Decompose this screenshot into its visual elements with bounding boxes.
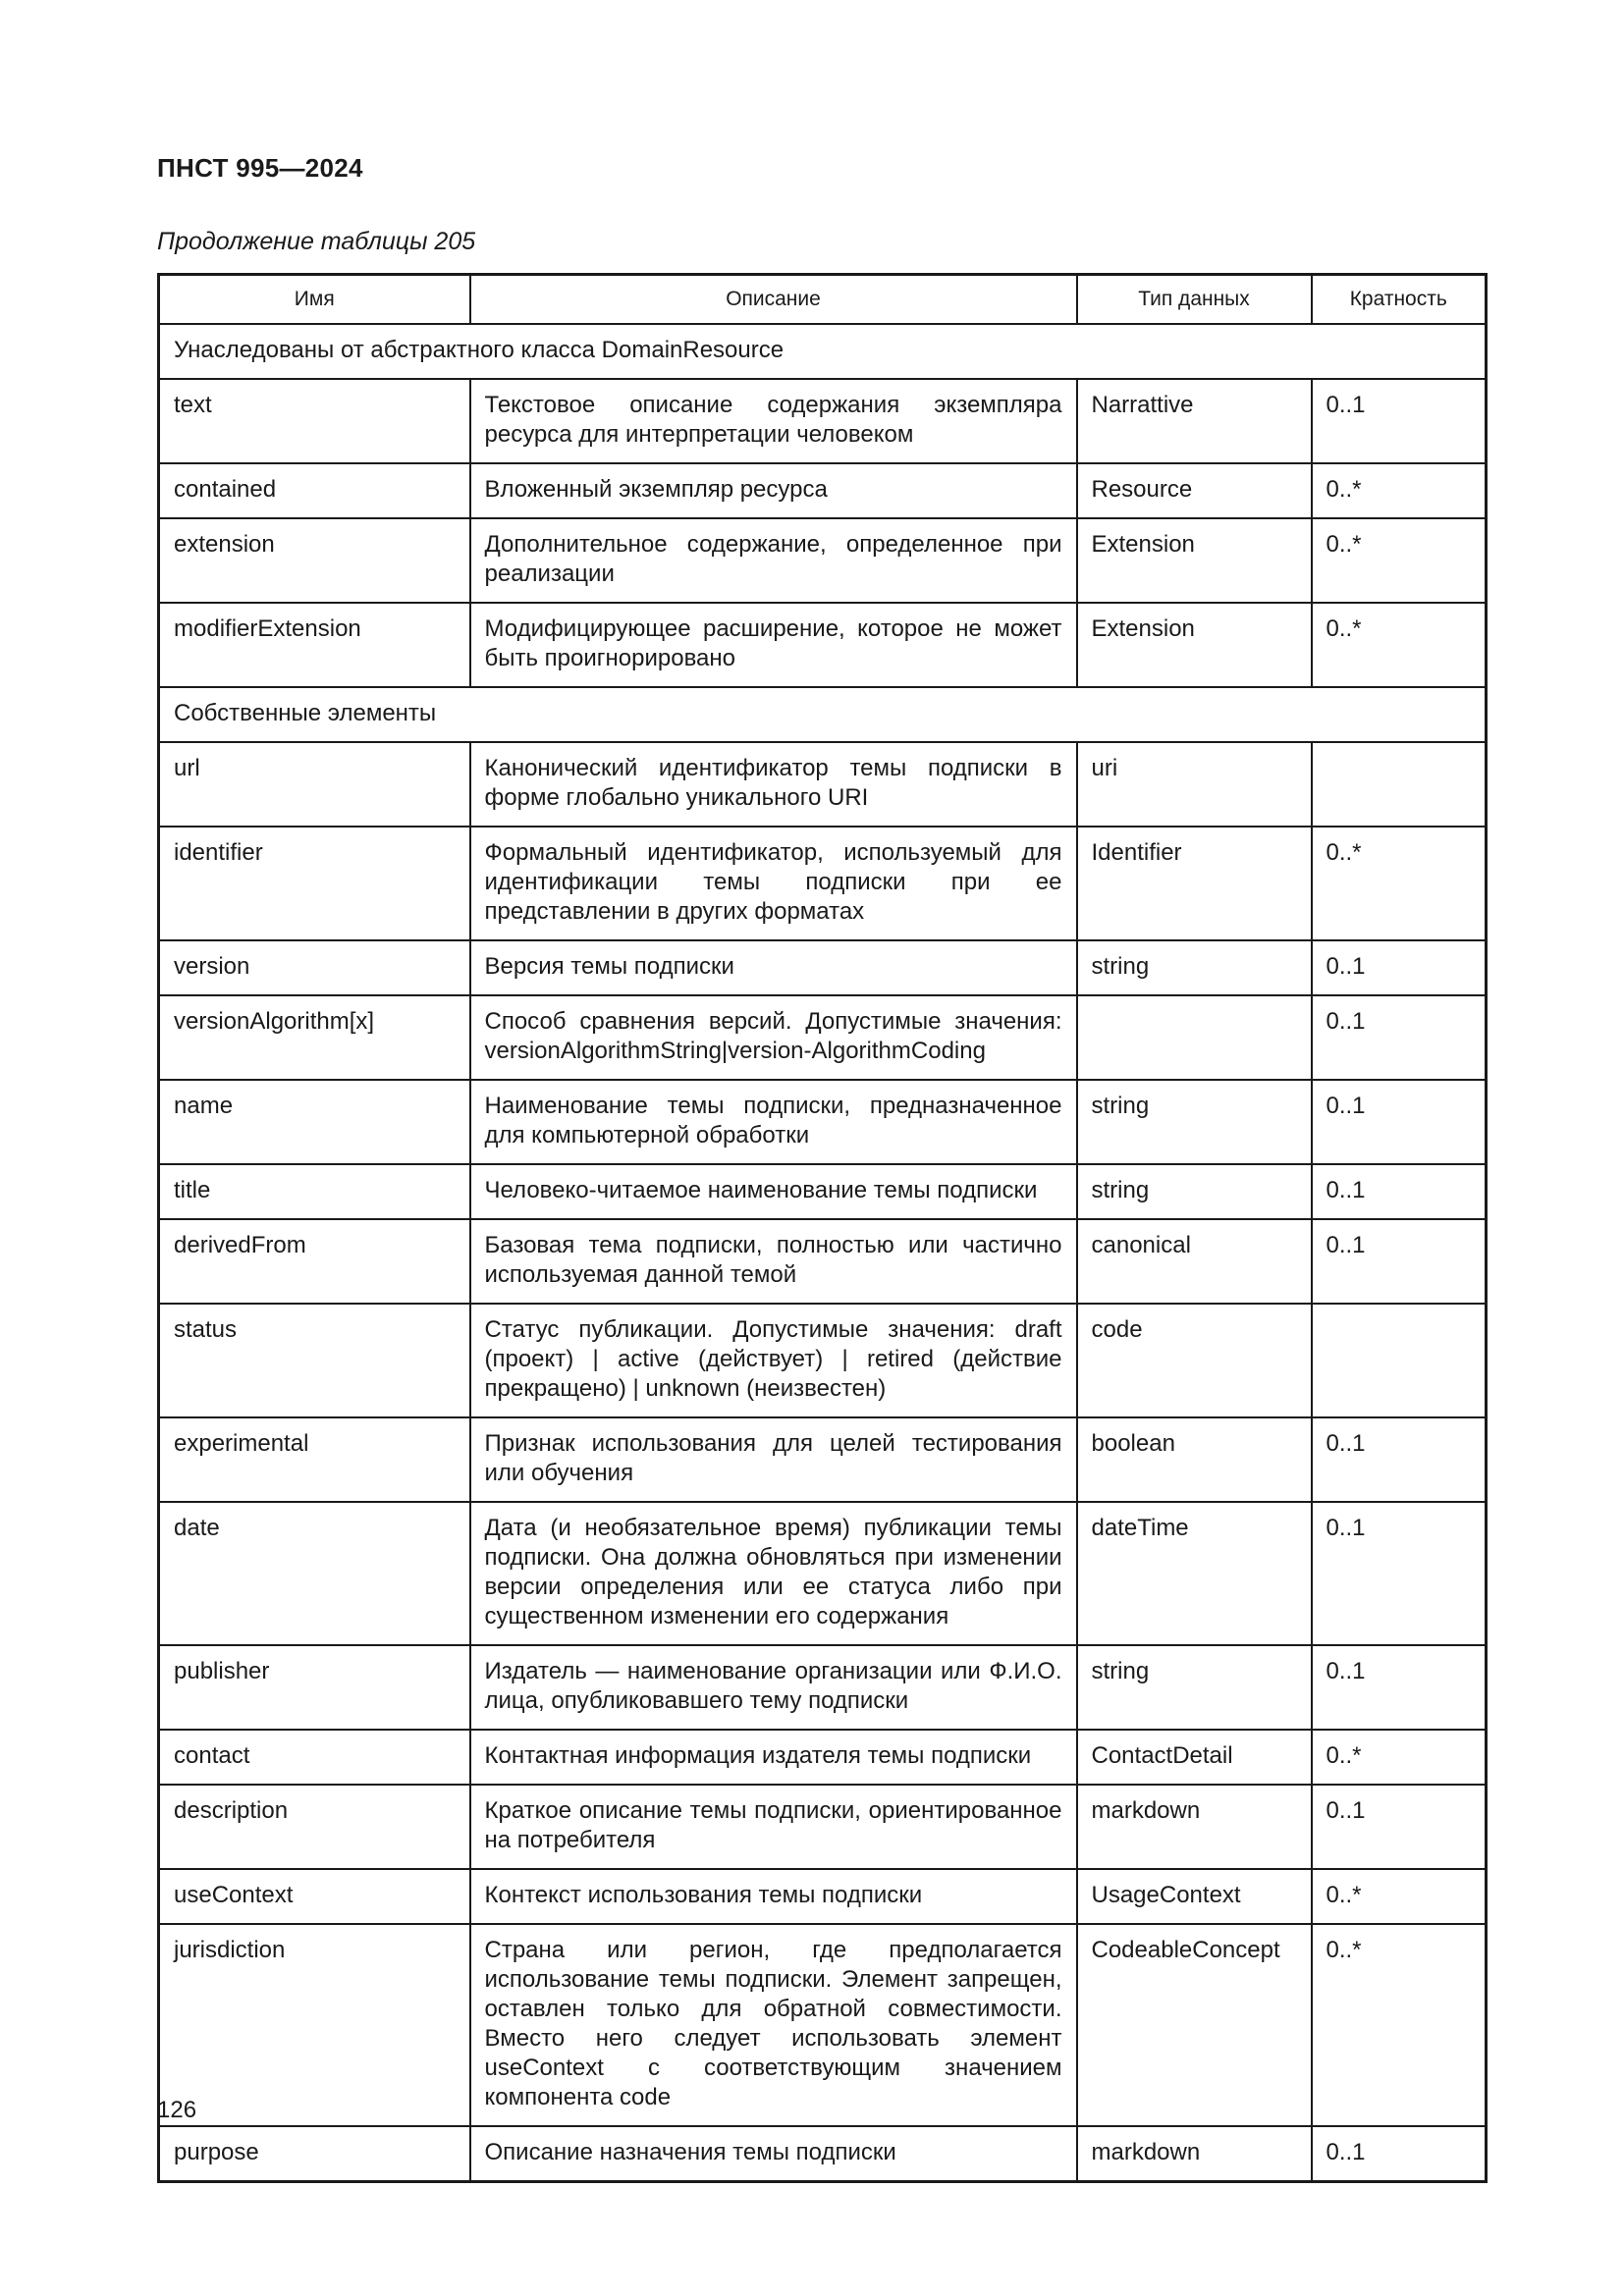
- cell-data-type: string: [1077, 1080, 1312, 1164]
- cell-data-type: canonical: [1077, 1219, 1312, 1304]
- table-row: [159, 379, 1487, 463]
- cell-cardinality: 0..1: [1312, 2126, 1487, 2182]
- cell-data-type: ContactDetail: [1077, 1730, 1312, 1785]
- section-title: Собственные элементы: [159, 687, 1487, 742]
- cell-name: identifier: [159, 827, 470, 940]
- cell-description: Краткое описание темы подписки, ориентированное на потребителя: [470, 1785, 1077, 1869]
- cell-description: Формальный идентификатор, используемый для идентификации темы подписки при ее представлении в других форматах: [470, 827, 1077, 940]
- cell-data-type: UsageContext: [1077, 1869, 1312, 1924]
- table-header: [159, 275, 1487, 325]
- cell-description: Человеко-читаемое наименование темы подписки: [470, 1164, 1077, 1219]
- cell-name: text: [159, 379, 470, 463]
- table-row: [159, 1219, 1487, 1304]
- cell-cardinality: 0..1: [1312, 1219, 1487, 1304]
- cell-description: Текстовое описание содержания экземпляра ресурса для интерпретации человеком: [470, 379, 1077, 463]
- table-row: [159, 995, 1487, 1080]
- cell-cardinality: 0..1: [1312, 995, 1487, 1080]
- cell-cardinality: 0..*: [1312, 1730, 1487, 1785]
- cell-description: Дополнительное содержание, определенное при реализации: [470, 518, 1077, 603]
- cell-description: Способ сравнения версий. Допустимые значения: versionAlgorithmString|version-AlgorithmCoding: [470, 995, 1077, 1080]
- cell-cardinality: 0..*: [1312, 603, 1487, 687]
- cell-cardinality: 0..1: [1312, 1502, 1487, 1645]
- cell-name: date: [159, 1502, 470, 1645]
- cell-description: Статус публикации. Допустимые значения: draft (проект) | active (действует) | retired (действие прекращено) | unknown (неизвестен): [470, 1304, 1077, 1417]
- column-header-description: Описание: [470, 275, 1077, 325]
- section-row: [159, 324, 1487, 379]
- table-row: [159, 742, 1487, 827]
- cell-description: Базовая тема подписки, полностью или частично используемая данной темой: [470, 1219, 1077, 1304]
- cell-data-type: Extension: [1077, 603, 1312, 687]
- cell-data-type: markdown: [1077, 2126, 1312, 2182]
- cell-cardinality: 0..*: [1312, 463, 1487, 518]
- cell-name: jurisdiction: [159, 1924, 470, 2126]
- cell-description: Описание назначения темы подписки: [470, 2126, 1077, 2182]
- cell-description: Канонический идентификатор темы подписки в форме глобально уникального URI: [470, 742, 1077, 827]
- cell-description: Наименование темы подписки, предназначенное для компьютерной обработки: [470, 1080, 1077, 1164]
- cell-data-type: [1077, 995, 1312, 1080]
- cell-data-type: boolean: [1077, 1417, 1312, 1502]
- cell-data-type: string: [1077, 940, 1312, 995]
- cell-cardinality: 0..*: [1312, 1924, 1487, 2126]
- cell-name: url: [159, 742, 470, 827]
- column-header-data-type: Тип данных: [1077, 275, 1312, 325]
- cell-data-type: Identifier: [1077, 827, 1312, 940]
- section-title: Унаследованы от абстрактного класса DomainResource: [159, 324, 1487, 379]
- cell-data-type: markdown: [1077, 1785, 1312, 1869]
- cell-data-type: CodeableConcept: [1077, 1924, 1312, 2126]
- cell-name: status: [159, 1304, 470, 1417]
- table-row: [159, 1730, 1487, 1785]
- cell-data-type: Narrattive: [1077, 379, 1312, 463]
- cell-name: contained: [159, 463, 470, 518]
- cell-cardinality: 0..1: [1312, 940, 1487, 995]
- cell-name: title: [159, 1164, 470, 1219]
- cell-cardinality: [1312, 1304, 1487, 1417]
- cell-description: Дата (и необязательное время) публикации темы подписки. Она должна обновляться при изменении версии определения или ее статуса либо при существенном изменении его содержания: [470, 1502, 1077, 1645]
- table-header-row: [159, 275, 1487, 325]
- cell-cardinality: 0..*: [1312, 518, 1487, 603]
- cell-data-type: code: [1077, 1304, 1312, 1417]
- cell-description: Вложенный экземпляр ресурса: [470, 463, 1077, 518]
- table-row: [159, 1502, 1487, 1645]
- cell-data-type: string: [1077, 1645, 1312, 1730]
- cell-name: description: [159, 1785, 470, 1869]
- table-row: [159, 827, 1487, 940]
- table-row: [159, 1164, 1487, 1219]
- column-header-cardinality: Кратность: [1312, 275, 1487, 325]
- table-row: [159, 1304, 1487, 1417]
- cell-name: contact: [159, 1730, 470, 1785]
- column-header-name: Имя: [159, 275, 470, 325]
- cell-data-type: dateTime: [1077, 1502, 1312, 1645]
- section-row: [159, 687, 1487, 742]
- table-row: [159, 603, 1487, 687]
- cell-data-type: Resource: [1077, 463, 1312, 518]
- cell-name: useContext: [159, 1869, 470, 1924]
- cell-cardinality: [1312, 742, 1487, 827]
- table-row: [159, 1417, 1487, 1502]
- cell-name: name: [159, 1080, 470, 1164]
- cell-description: Признак использования для целей тестирования или обучения: [470, 1417, 1077, 1502]
- document-code: ПНСТ 995—2024: [157, 153, 363, 183]
- cell-name: publisher: [159, 1645, 470, 1730]
- page-number: 126: [157, 2097, 197, 2123]
- cell-data-type: string: [1077, 1164, 1312, 1219]
- data-elements-table: [157, 273, 1488, 2183]
- cell-description: Версия темы подписки: [470, 940, 1077, 995]
- cell-description: Модифицирующее расширение, которое не может быть проигнорировано: [470, 603, 1077, 687]
- cell-cardinality: 0..1: [1312, 1645, 1487, 1730]
- cell-name: experimental: [159, 1417, 470, 1502]
- table-row: [159, 463, 1487, 518]
- cell-cardinality: 0..1: [1312, 1785, 1487, 1869]
- table-row: [159, 1080, 1487, 1164]
- cell-cardinality: 0..1: [1312, 1080, 1487, 1164]
- table-body: [159, 324, 1487, 2182]
- cell-cardinality: 0..*: [1312, 1869, 1487, 1924]
- cell-name: version: [159, 940, 470, 995]
- cell-cardinality: 0..1: [1312, 1417, 1487, 1502]
- table-row: [159, 2126, 1487, 2182]
- cell-cardinality: 0..1: [1312, 379, 1487, 463]
- cell-description: Контекст использования темы подписки: [470, 1869, 1077, 1924]
- table-row: [159, 1645, 1487, 1730]
- cell-cardinality: 0..*: [1312, 827, 1487, 940]
- table-row: [159, 1924, 1487, 2126]
- table-row: [159, 940, 1487, 995]
- table-row: [159, 1785, 1487, 1869]
- table-caption: Продолжение таблицы 205: [157, 228, 476, 255]
- cell-name: versionAlgorithm[x]: [159, 995, 470, 1080]
- cell-name: modifierExtension: [159, 603, 470, 687]
- cell-description: Контактная информация издателя темы подписки: [470, 1730, 1077, 1785]
- cell-description: Страна или регион, где предполагается использование темы подписки. Элемент запрещен, оставлен только для обратной совместимости. Вместо него следует использовать элемент useContext с соответствующим значением компонента code: [470, 1924, 1077, 2126]
- table-row: [159, 1869, 1487, 1924]
- cell-description: Издатель — наименование организации или Ф.И.О. лица, опубликовавшего тему подписки: [470, 1645, 1077, 1730]
- cell-data-type: uri: [1077, 742, 1312, 827]
- cell-cardinality: 0..1: [1312, 1164, 1487, 1219]
- table-row: [159, 518, 1487, 603]
- cell-name: extension: [159, 518, 470, 603]
- cell-name: derivedFrom: [159, 1219, 470, 1304]
- cell-data-type: Extension: [1077, 518, 1312, 603]
- cell-name: purpose: [159, 2126, 470, 2182]
